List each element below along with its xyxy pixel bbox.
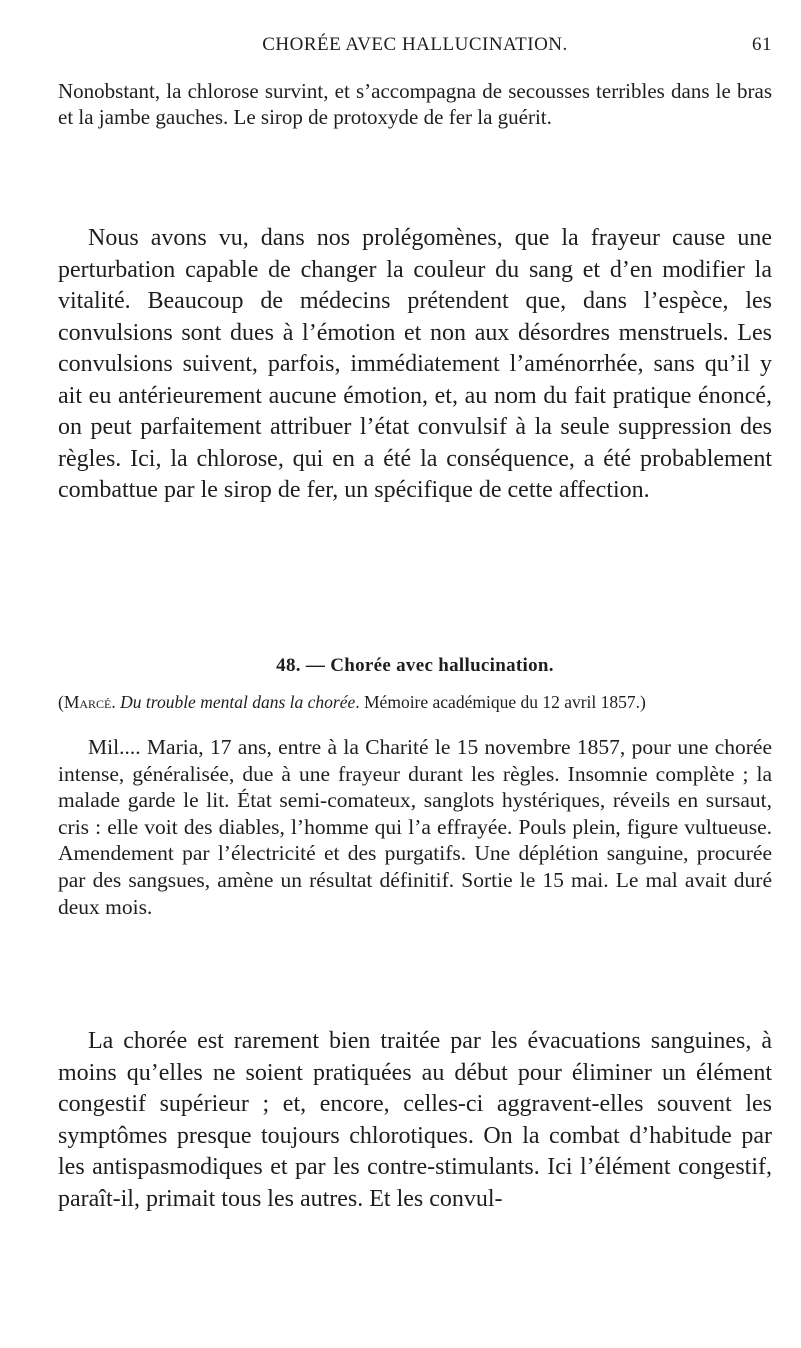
source-author: Marcé bbox=[63, 692, 112, 712]
source-work: Du trouble mental dans la chorée bbox=[120, 692, 356, 712]
source-open: ( bbox=[58, 692, 64, 712]
page-number: 61 bbox=[752, 34, 772, 55]
source-citation bbox=[58, 691, 772, 713]
source-rest: . Mémoire académique du 12 avril 1857.) bbox=[355, 692, 646, 712]
running-title: CHORÉE AVEC HALLUCINATION. bbox=[262, 34, 568, 55]
paragraph-case-report: Mil.... Maria, 17 ans, entre à la Charité le 15 novembre 1857, pour une chorée intense, généralisée, due à une frayeur durant les règles. Insomnie complète ; la malade garde le lit. État semi-comateux, sanglots hystériques, réveils en sursaut, cris : elle voit des diables, l’homme qui l’a effrayée. Pouls plein, figure vultueuse. Amendement par l’électricité et des purgatifs. Une déplétion sanguine, procurée par des sangsues, amène un résultat définitif. Sortie le 15 mai. Le mal avait duré deux mois. bbox=[58, 735, 772, 919]
paragraph-chlorose: Nonobstant, la chlorose survint, et s’accompagna de secousses terribles dans le bras et la jambe gauches. Le sirop de protoxyde de fer la guérit. bbox=[58, 79, 772, 129]
case-heading: 48. — Chorée avec hallucination. bbox=[276, 655, 554, 676]
paragraph-chorea-treatment: La chorée est rarement bien traitée par les évacuations sanguines, à moins qu’elles ne soient pratiquées au début pour éliminer un élément congestif supérieur ; et, encore, celles-ci aggravent-elles souvent les symptômes presque toujours chlorotiques. On la combat d’habitude par les antispasmodiques et par les contre-stimulants. Ici l’élément congestif, paraît-il, primait tous les autres. Et les convul- bbox=[58, 1028, 772, 1212]
running-head bbox=[58, 34, 772, 64]
source-sep: . bbox=[111, 692, 121, 712]
paragraph-frayeur: Nous avons vu, dans nos prolégomènes, que la frayeur cause une perturbation capable de changer la couleur du sang et d’en modifier la vitalité. Beaucoup de médecins prétendent que, dans l’espèce, les convulsions sont dues à l’émotion et non aux désordres menstruels. Les convulsions suivent, parfois, immédiatement l’aménorrhée, sans qu’il y ait eu antérieurement aucune émotion, et, au nom du fait pratique énoncé, on peut parfaitement attribuer l’état convulsif à la seule suppression des règles. Ici, la chlorose, qui en a été la conséquence, a été probablement combattue par le sirop de fer, un spécifique de cette affection. bbox=[58, 225, 772, 503]
